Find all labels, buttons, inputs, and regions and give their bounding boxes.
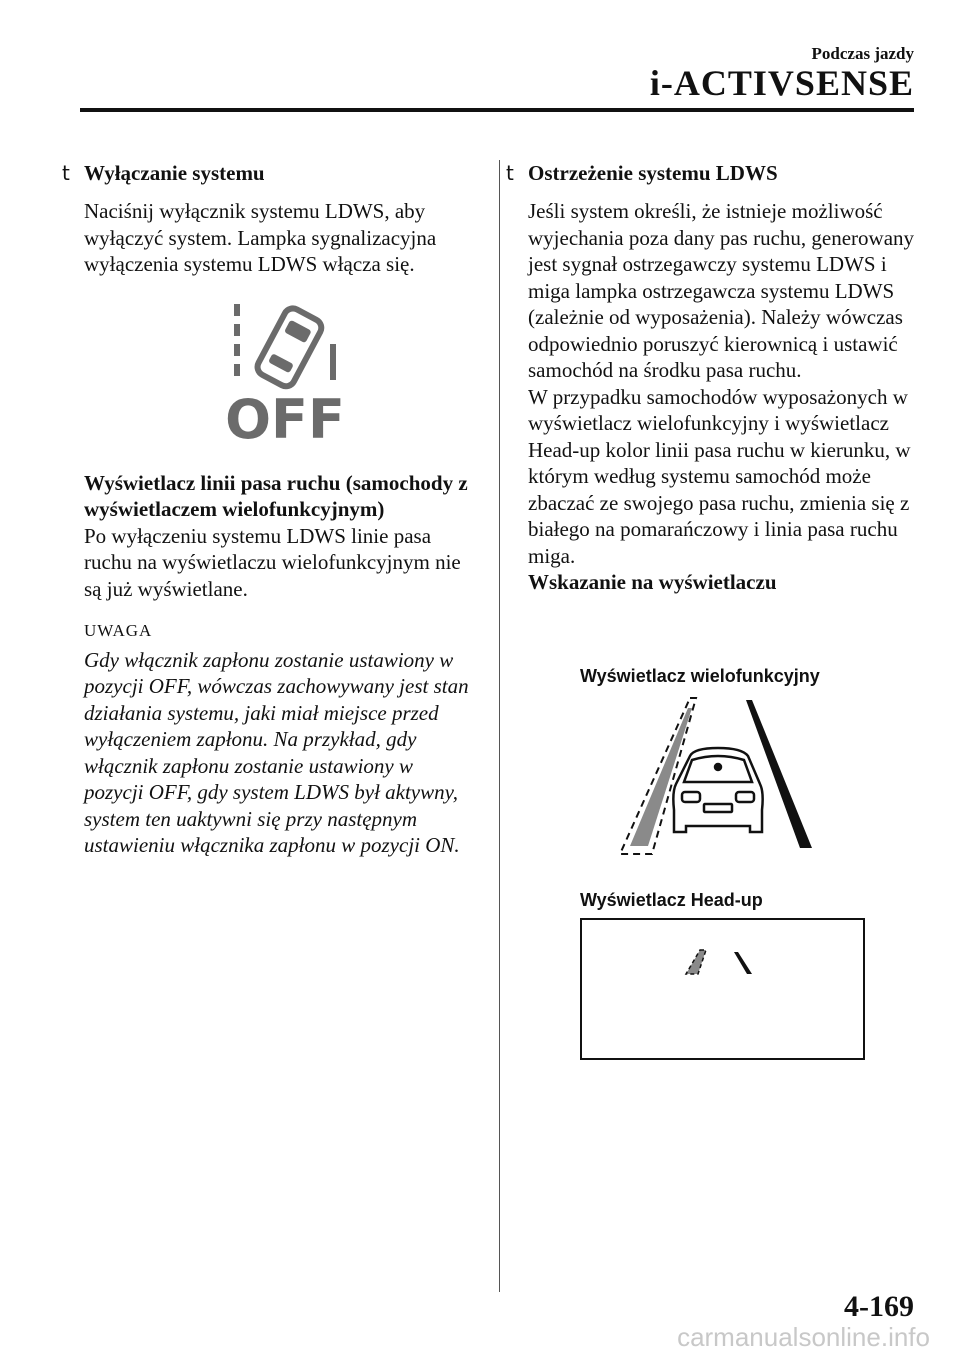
- subheading-lane-display: Wyświetlacz linii pasa ruchu (samochody z wyświetlaczem wielofunkcyjnym): [84, 470, 468, 521]
- hud-illustration: [580, 918, 866, 1062]
- car-rear-icon: [673, 748, 762, 832]
- page-number: 4-169: [844, 1290, 914, 1323]
- hud-frame: [581, 919, 864, 1059]
- bullet-icon: t: [506, 161, 514, 185]
- color-paragraph: W przypadku samochodów wyposażonych w wyświetlacz wielofunkcyjny i wyświetlacz Head-up kolor linii pasa ruchu w kierunku, w którym według systemu samochód może zbaczać ze swojego pasa ruchu, zmienia się z białego na pomarańczowy i linia pasa ruchu miga.: [528, 384, 911, 568]
- lamp-off-text: OFF: [225, 387, 345, 444]
- hud-lane-warning: [686, 950, 706, 974]
- chapter-title: Podczas jazdy: [811, 44, 914, 63]
- bullet-icon: t: [62, 161, 70, 185]
- column-divider: [499, 160, 500, 1292]
- left-column: [62, 160, 474, 859]
- heading-disable-system: t Wyłączanie systemu: [62, 161, 265, 185]
- warning-paragraph: Jeśli system określi, że istnieje możliwość wyjechania poza dany pas ruchu, generowany jest sygnał ostrzegawczy systemu LDWS i miga lampka ostrzegawcza systemu LDWS (zależnie od wyposażenia). Należy wówczas odpowiednio poruszyć kierownicą i ustawić samochód na środku pasa ruchu.: [528, 199, 915, 382]
- right-column: [506, 160, 918, 596]
- heading-ldws-warning: t Ostrzeżenie systemu LDWS: [506, 161, 778, 185]
- header-rule: [80, 108, 914, 112]
- note-text: Gdy włącznik zapłonu zostanie ustawiony w pozycji OFF, wówczas zachowywany jest stan działania systemu, jaki miał miejsce przed wyłączeniem zapłonu. Na przykład, gdy włącznik zapłonu zostanie ustawiony w pozycji OFF, gdy system LDWS był aktywny, system ten uaktywni się przy następnym ustawieniu włącznika zapłonu w pozycji ON.: [84, 647, 469, 857]
- mfd-lane-illustration: [610, 692, 840, 864]
- ldws-off-lamp-icon: [222, 302, 348, 444]
- section-title: i-ACTIVSENSE: [649, 63, 914, 103]
- mfd-label: Wyświetlacz wielofunkcyjny: [580, 666, 820, 686]
- watermark: carmanualsonline.info: [677, 1322, 930, 1352]
- note-label: UWAGA: [84, 621, 153, 640]
- hud-label: Wyświetlacz Head-up: [580, 890, 763, 910]
- hud-lane-right: [734, 952, 752, 974]
- intro-paragraph: Naciśnij wyłącznik systemu LDWS, aby wyłączyć system. Lampka sygnalizacyjna wyłączenia systemu LDWS włącza się.: [84, 199, 437, 276]
- body-paragraph: Po wyłączeniu systemu LDWS linie pasa ruchu na wyświetlaczu wielofunkcyjnym nie są już wyświetlane.: [84, 523, 461, 601]
- subheading-display-indication: Wskazanie na wyświetlaczu: [528, 570, 777, 594]
